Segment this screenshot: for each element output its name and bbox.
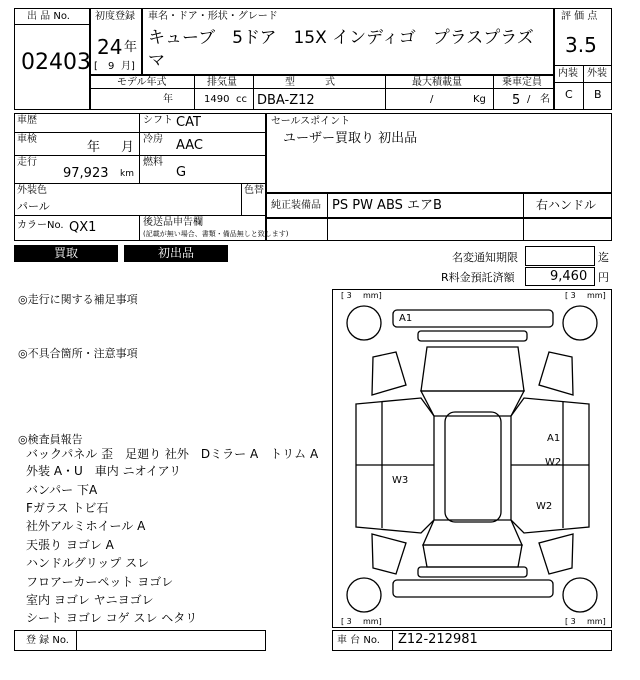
max-load-unit: Kg <box>473 94 486 105</box>
front-fender-left <box>372 352 406 395</box>
ac-value: AAC <box>176 138 203 153</box>
max-load-sep: / <box>430 94 434 105</box>
tire-depth-rear-left: [ 3 <box>341 617 352 626</box>
inspector-line: 天張り ヨゴレ A <box>26 538 114 552</box>
tire-unit-rear-right: mm] <box>587 617 606 626</box>
score-value: 3.5 <box>565 33 597 57</box>
first-listing-badge: 初出品 <box>124 245 228 262</box>
color-no-value: QX1 <box>69 220 97 235</box>
damage-mark-front-bumper: A1 <box>399 313 413 324</box>
chassis-no: Z12-212981 <box>398 632 478 647</box>
model-year-unit: 年 <box>163 94 173 105</box>
inspection-month-unit: 月 <box>121 140 135 155</box>
equipment-value: PS PW ABS エアB <box>332 198 442 213</box>
ext-color-label: 外装色 <box>17 185 47 196</box>
first-reg-label: 初度登録 <box>95 11 135 22</box>
mileage-label: 走行 <box>17 157 37 168</box>
fuel-value: G <box>176 165 187 180</box>
damage-mark-right-door: W2 <box>545 457 562 468</box>
sales-point-text: ユーザー買取り 初出品 <box>283 131 418 146</box>
front-fender-right <box>539 352 573 395</box>
capacity-value: 5 <box>512 93 521 108</box>
wheel-front-right <box>563 306 597 340</box>
tire-depth-front-right: [ 3 <box>565 291 576 300</box>
reg-month: 9 <box>108 61 115 72</box>
model-value: DBA-Z12 <box>257 93 315 108</box>
mileage-value: 97,923 <box>63 166 109 181</box>
shift-value: CAT <box>176 115 201 130</box>
driving-note-label: ◎走行に関する補足事項 <box>18 293 138 306</box>
color-change-label: 色替 <box>244 185 264 196</box>
wheel-rear-right <box>563 578 597 612</box>
aftermarket-note: (記載が無い場合、書類・備品無しと致します) <box>143 230 289 238</box>
inspection-year-unit: 年 <box>87 140 101 155</box>
color-no-label: カラーNo. <box>17 220 64 231</box>
car-name-line2: マ <box>148 51 165 71</box>
exterior-grade: B <box>594 88 602 101</box>
defects-note-label: ◎不具合箇所・注意事項 <box>18 347 138 360</box>
car-name-line1: キューブ 5ドア 15X インディゴ プラスプラズ <box>148 28 534 48</box>
inspector-line: ハンドルグリップ スレ <box>26 556 150 570</box>
chassis-div <box>392 630 393 651</box>
roof <box>445 412 501 522</box>
recycle-unit: 円 <box>598 271 609 284</box>
capacity-label: 乗車定員 <box>502 77 542 88</box>
rear-fender-right <box>539 534 573 574</box>
inspector-line: 外装 A・U 車内 ニオイアリ <box>26 464 182 478</box>
reg-year-unit: 年 <box>124 40 138 55</box>
tire-unit-front-right: mm] <box>587 291 606 300</box>
history-label: 車歴 <box>17 115 37 126</box>
rear-bumper <box>393 580 553 597</box>
buyback-badge: 買取 <box>14 245 118 262</box>
inspection-label: 車検 <box>17 134 37 145</box>
interior-label: 内装 <box>558 68 578 79</box>
lot-label: 出 品 No. <box>27 11 70 22</box>
front-grille <box>418 331 527 341</box>
recycle-value: 9,460 <box>550 269 588 284</box>
displacement-value: 1490 <box>204 94 230 105</box>
displacement-unit: cc <box>236 94 247 105</box>
ext-color-value: パール <box>17 200 50 213</box>
aftermarket-label: 後送品申告欄 <box>143 217 203 228</box>
sales-point-label: セールスポイント <box>271 116 351 127</box>
inspector-line: 社外アルミホイール A <box>26 519 146 533</box>
model-label: 型 式 <box>285 77 335 88</box>
name-change-label: 名変通知期限 <box>452 251 518 264</box>
tire-depth-rear-right: [ 3 <box>565 617 576 626</box>
front-bumper <box>393 310 553 327</box>
reg-month-open: [ <box>94 61 98 72</box>
mileage-unit: km <box>120 169 134 179</box>
inspector-line: Fガラス トビ石 <box>26 501 109 515</box>
interior-grade: C <box>565 88 573 101</box>
inspector-report-label: ◎検査員報告 <box>18 433 83 446</box>
fuel-label: 燃料 <box>143 157 163 168</box>
shift-label: シフト <box>143 115 173 126</box>
tire-unit-rear-left: mm] <box>363 617 382 626</box>
inspector-line: バンパー 下A <box>26 483 98 497</box>
ac-label: 冷房 <box>143 134 163 145</box>
rear-panel <box>418 567 527 577</box>
inspector-line: 室内 ヨゴレ ヤニヨゴレ <box>26 593 154 607</box>
equipment-label: 純正装備品 <box>271 200 321 211</box>
capacity-sep: / <box>527 94 531 105</box>
damage-mark-right-front: A1 <box>547 433 561 444</box>
inspector-line: バックパネル 歪 足廻り 社外 Dミラー A トリム A <box>26 447 319 461</box>
damage-mark-left-door: W3 <box>392 475 409 486</box>
rear-fender-left <box>372 534 406 574</box>
tire-unit-front-left: mm] <box>363 291 382 300</box>
inspector-line: シート ヨゴレ コゲ スレ ヘタリ <box>26 611 198 625</box>
max-load-label: 最大積載量 <box>412 77 462 88</box>
displacement-label: 排気量 <box>207 77 237 88</box>
inspector-line: フロアーカーペット ヨゴレ <box>26 575 174 589</box>
hood <box>421 347 524 391</box>
score-label: 評 価 点 <box>561 11 598 22</box>
rear-window <box>423 520 522 545</box>
wheel-front-left <box>347 306 381 340</box>
reg-year: 24 <box>97 35 123 59</box>
capacity-unit: 名 <box>540 94 550 105</box>
model-year-label: モデル年式 <box>117 77 167 88</box>
reg-month-unit: 月] <box>121 61 135 72</box>
trunk <box>423 545 522 567</box>
tire-depth-front-left: [ 3 <box>341 291 352 300</box>
recycle-label: R料金預託済額 <box>441 271 515 284</box>
reg-no-label: 登 録 No. <box>26 635 69 646</box>
wheel-rear-left <box>347 578 381 612</box>
damage-mark-right-rear: W2 <box>536 501 553 512</box>
lot-number: 02403 <box>21 50 91 75</box>
name-change-unit: 迄 <box>598 251 609 264</box>
chassis-label: 車 台 No. <box>337 635 380 646</box>
reg-no-div <box>76 630 77 651</box>
exterior-label: 外装 <box>587 68 607 79</box>
car-name-label: 車名・ドア・形状・グレード <box>148 11 278 22</box>
handle-value: 右ハンドル <box>536 198 597 212</box>
